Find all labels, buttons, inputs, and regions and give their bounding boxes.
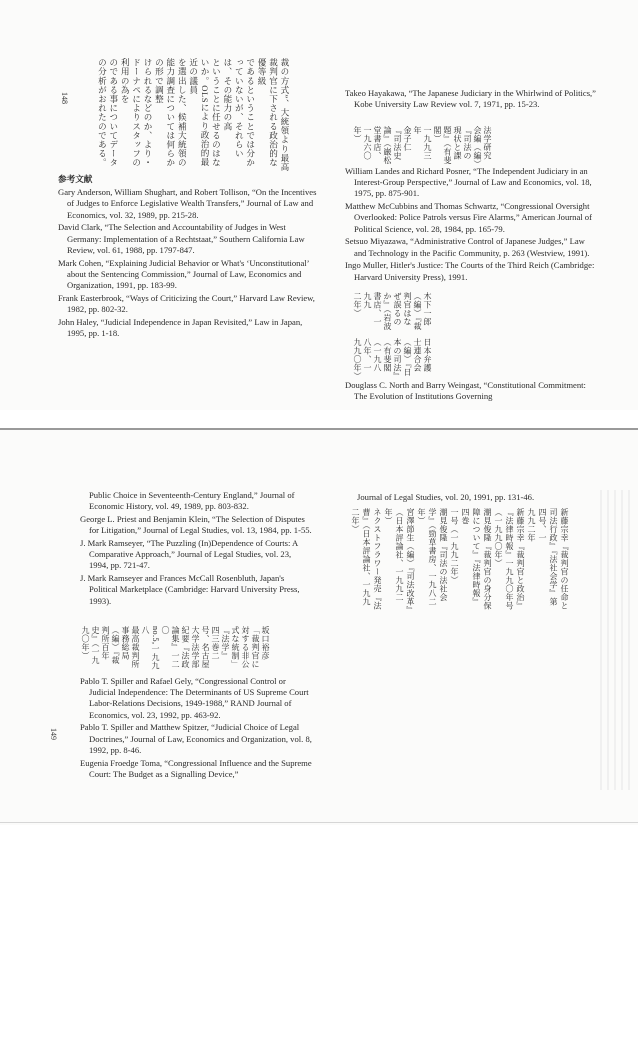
page-number: 148 <box>60 92 69 104</box>
vertical-line: 坂口裕彦「裁判官に対する非公式な統制」『法学』 <box>221 626 270 669</box>
vertical-line: （一九八八年、一九九〇年） <box>353 338 382 381</box>
reference: Pablo T. Spiller and Rafael Gely, “Congressional Control or Judicial Independence: The Determinants of US Supreme Court Labor-Relations Decisions, 1949-1988,” RAND Journal of Economics, vol. 23, 1992, pp. 463-92. <box>80 676 309 720</box>
top-page <box>0 0 638 410</box>
vertical-reference <box>352 338 432 381</box>
right-column <box>345 88 597 112</box>
vertical-line: ネクストフラワー発売『法曹』（日本評論社、一九九二年） <box>351 508 382 610</box>
right-column-cont <box>345 166 597 284</box>
reference: Takeo Hayakawa, “The Japanese Judiciary in the Whirlwind of Politics,” Kobe University Law Review vol. 7, 1971, pp. 15-23. <box>345 88 597 110</box>
reference: Eugenia Froedge Toma, “Congressional Influence and the Supreme Court: The Budget as a Signalling Device,” <box>80 757 312 779</box>
reference-continued: Public Choice in Seventeenth-Century England,” Journal of Economic History, vol. 49, 1989, pp. 803-832. <box>89 490 295 512</box>
vertical-references <box>350 508 570 612</box>
vertical-line: 裁の方式”、大統領より最高裁判官に下される政治的な優等級 <box>257 58 290 172</box>
reference: Setsuo Miyazawa, “Administrative Control of Japanese Judges,” Law and Technology in the Pacific Community, p. 263 (Westview, 1991). <box>345 236 590 258</box>
reference: Pablo T. Spiller and Matthew Spitzer, “Judicial Choice of Legal Doctrines,” Journal of Law, Economics and Organization, vol. 8, 1992, pp. 8-46. <box>80 722 312 755</box>
reference: Ingo Muller, Hitler's Justice: The Courts of the Third Reich (Cambridge: Harvard University Press), 1991. <box>345 260 595 282</box>
vertical-line: 九九二年 <box>527 508 536 542</box>
left-column <box>58 170 320 341</box>
vertical-line: を選出した、候補大統領の能力調査については何らかの形で調整 <box>154 58 188 168</box>
right-column-end <box>345 380 597 404</box>
vertical-reference <box>352 126 492 166</box>
page-number: 149 <box>49 728 58 740</box>
vertical-line: 宮澤節生（編）『司法改革』（日本評論社、一九九二年） <box>384 508 415 611</box>
vertical-line: （一九九〇年） <box>494 508 503 568</box>
reference-continued: Journal of Legal Studies, vol. 20, 1991, pp. 131-46. <box>357 492 535 502</box>
vertical-line: 木下一郎（編）『裁判官はなぜ誤るのか』（岩波書店、一九九 <box>363 292 432 331</box>
vertical-line: 新藤宗幸『裁判官と政治』『法律時報』一九九〇年号 <box>505 508 525 610</box>
right-column <box>348 492 588 505</box>
vertical-line: であるということでは分かっていないが、それらいは、その能力の高 <box>222 58 256 168</box>
vertical-line: 新藤宗幸『裁判官の任命と司法行政』『法社会学』第四号、一 <box>538 508 569 610</box>
reference: George L. Priest and Benjamin Klein, “The Selection of Disputes for Litigation,” Journal of Legal Studies, vol. 13, 1984, pp. 1-55. <box>80 514 312 536</box>
vertical-line: けられるなどのか、より・ドーナペによりスタッフの利用の為を <box>120 58 154 168</box>
vertical-line: 潮見俊隆『裁判官の身分保障について』『法律時報』四巻 <box>461 508 492 610</box>
vertical-line: のである事についてデータの分析がおれたのである。 <box>97 58 119 168</box>
reference: Gary Anderson, William Shughart, and Robert Tollison, “On the Incentives of Judges to Enforce Legislative Wealth Transfers,” Journal of Law and Economics, vol. 32, 1989, pp. 215-28. <box>58 187 317 220</box>
vertical-line: 日本弁護士連合会（編）『日本の司法』（有斐閣 <box>383 338 432 377</box>
left-column <box>80 490 312 608</box>
reference: Matthew McCubbins and Thomas Schwartz, “Congressional Oversight Overlooked: Police Patrols versus Fire Alarms,” American Journal of Political Science, vol. 28, 1984, pp. 165-79. <box>345 201 592 234</box>
vertical-line: 四三巻二号、名古屋大学法学部紀要『法政論集』一二〇 <box>161 626 220 669</box>
left-column-cont <box>80 676 312 782</box>
reference: J. Mark Ramseyer and Frances McCall Rosenbluth, Japan's Political Marketplace (Cambridge: Harvard University Press, 1993). <box>80 573 300 606</box>
vertical-paragraph <box>96 58 290 174</box>
references-heading: 参考文献 <box>58 174 93 184</box>
reference: Mark Cohen, “Explaining Judicial Behavior or What's ‘Unconstitutional’ about the Sentencing Commission,” Journal of Law, Economics and Organization, 1991, pp. 183-99. <box>58 257 309 291</box>
bottom-edge <box>0 822 638 823</box>
vertical-line: 二年） <box>353 292 362 318</box>
bleed-through-texture <box>600 490 630 790</box>
reference: John Haley, “Judicial Independence in Japan Revisited,” Law in Japan, 1995, pp. 1-18. <box>58 316 303 339</box>
vertical-line: 最高裁判所事務総局（編）『裁判所百年史』（一九九〇年） <box>81 626 140 669</box>
vertical-line: no.5,一九九八 <box>141 626 160 670</box>
reference: J. Mark Ramseyer, “The Puzzling (In)Dependence of Courts: A Comparative Approach,” Journal of Legal Studies, vol. 23, 1994, pp. 721-47. <box>80 538 298 571</box>
vertical-reference <box>352 292 432 334</box>
vertical-line: ということに任せるのはないか。OLSにより政治的最近の議員 <box>188 58 222 168</box>
vertical-line: 金子仁『司法史論』（巌松堂書店、一九六〇年） <box>353 126 412 165</box>
vertical-line: 一号（一九九二年） <box>450 508 459 585</box>
bottom-page <box>0 430 638 825</box>
reference: Frank Easterbrook, “Ways of Criticizing the Court,” Harvard Law Review, 1982, pp. 802-32. <box>58 292 315 315</box>
vertical-line: 一九九三年 <box>413 126 432 160</box>
vertical-line: 潮見俊隆『司法の法社会学』（勁草書房、一九八二年） <box>417 508 448 606</box>
vertical-reference <box>80 626 270 672</box>
vertical-line: 法学研究会編（編）『司法の現状と課題』（有斐閣） <box>433 126 492 165</box>
reference: Douglass C. North and Barry Weingast, “Constitutional Commitment: The Evolution of Institutions Governing <box>345 380 586 402</box>
reference: William Landes and Richard Posner, “The Independent Judiciary in an Interest-Group Perspective,” Journal of Law and Economics, vol. 18, 1975, pp. 875-901. <box>345 166 592 199</box>
reference: David Clark, “The Selection and Accountability of Judges in West Germany: Implementation of a Rechtstaat,” Southern California Law Review, vol. 61, 1988, pp. 1797-847. <box>58 222 305 255</box>
